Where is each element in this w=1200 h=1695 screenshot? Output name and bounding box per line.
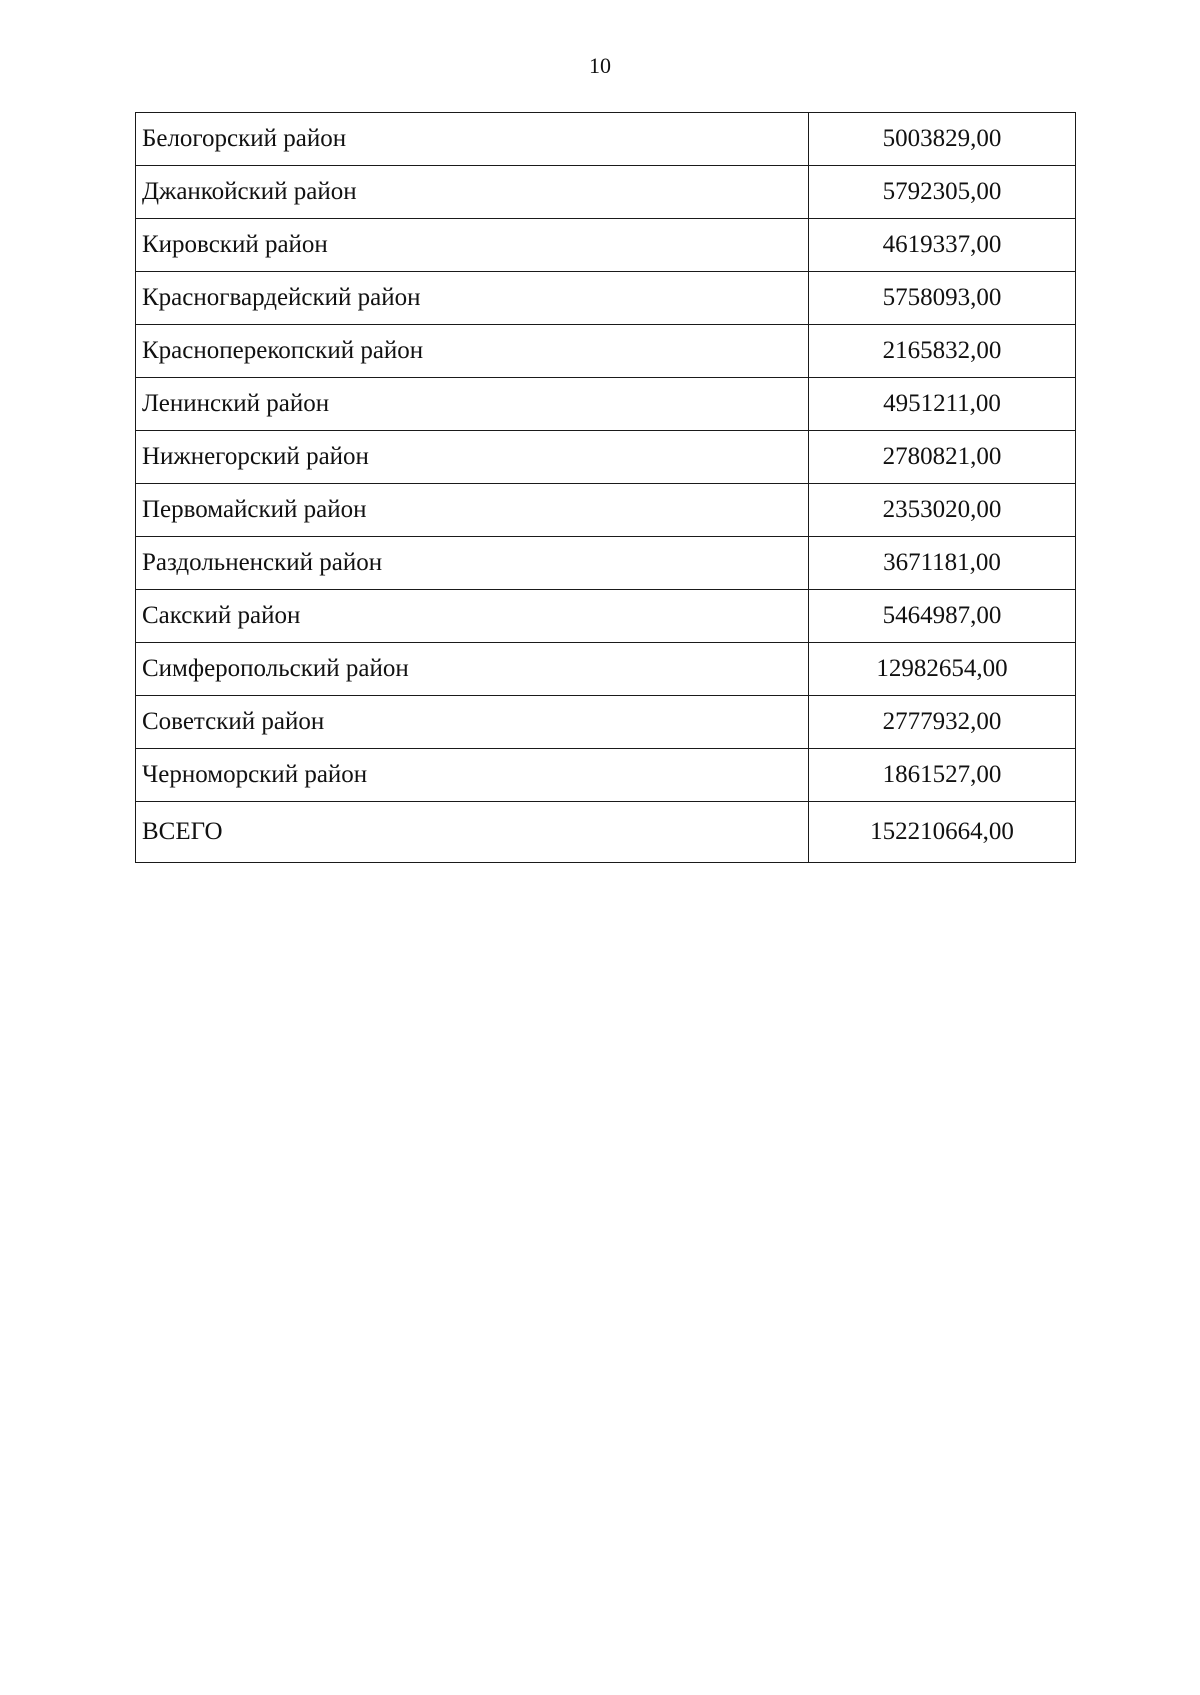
district-amount: 2353020,00 <box>809 484 1076 537</box>
district-amount: 5003829,00 <box>809 113 1076 166</box>
allocation-table <box>135 112 1076 863</box>
district-amount: 5758093,00 <box>809 272 1076 325</box>
table-row <box>136 484 1076 537</box>
district-amount: 2165832,00 <box>809 325 1076 378</box>
table-row <box>136 113 1076 166</box>
district-name: Симферопольский район <box>136 643 809 696</box>
total-label: ВСЕГО <box>136 802 809 863</box>
district-name: Черноморский район <box>136 749 809 802</box>
district-name: Кировский район <box>136 219 809 272</box>
total-amount: 152210664,00 <box>809 802 1076 863</box>
district-amount: 2780821,00 <box>809 431 1076 484</box>
district-name: Первомайский район <box>136 484 809 537</box>
district-name: Раздольненский район <box>136 537 809 590</box>
table-row <box>136 325 1076 378</box>
district-name: Сакский район <box>136 590 809 643</box>
district-amount: 2777932,00 <box>809 696 1076 749</box>
total-row <box>136 802 1076 863</box>
district-amount: 1861527,00 <box>809 749 1076 802</box>
table-row <box>136 696 1076 749</box>
table-row <box>136 219 1076 272</box>
page-number: 10 <box>589 53 611 78</box>
district-name: Красноперекопский район <box>136 325 809 378</box>
table-row <box>136 431 1076 484</box>
district-amount: 4619337,00 <box>809 219 1076 272</box>
district-name: Нижнегорский район <box>136 431 809 484</box>
table-row <box>136 166 1076 219</box>
district-amount: 5464987,00 <box>809 590 1076 643</box>
table-row <box>136 537 1076 590</box>
district-amount: 5792305,00 <box>809 166 1076 219</box>
table-row <box>136 378 1076 431</box>
district-name: Джанкойский район <box>136 166 809 219</box>
table-row <box>136 643 1076 696</box>
table-row <box>136 272 1076 325</box>
district-name: Красногвардейский район <box>136 272 809 325</box>
district-name: Белогорский район <box>136 113 809 166</box>
district-amount: 3671181,00 <box>809 537 1076 590</box>
table-row <box>136 590 1076 643</box>
district-amount: 12982654,00 <box>809 643 1076 696</box>
district-amount: 4951211,00 <box>809 378 1076 431</box>
district-name: Советский район <box>136 696 809 749</box>
table-row <box>136 749 1076 802</box>
district-name: Ленинский район <box>136 378 809 431</box>
